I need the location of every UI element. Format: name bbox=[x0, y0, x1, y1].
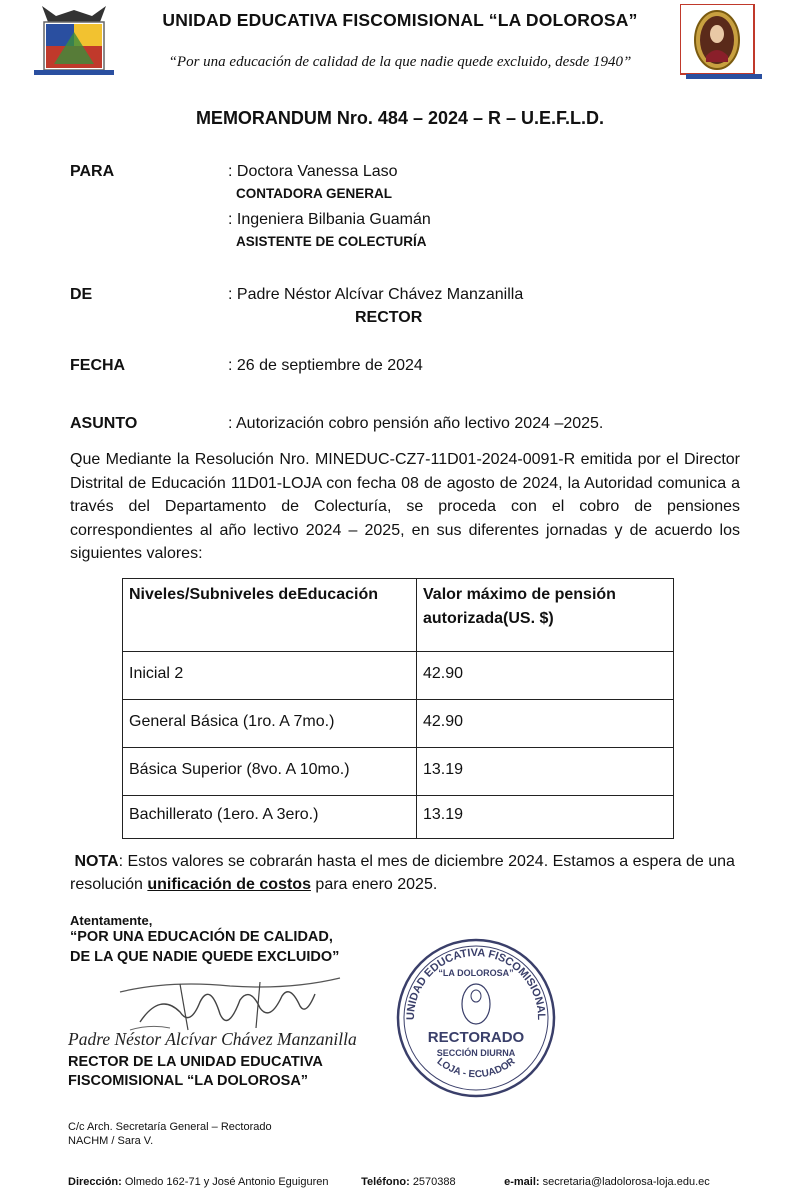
closing-motto bbox=[70, 927, 339, 967]
svg-text:UNIDAD EDUCATIVA FISCOMISIONAL: UNIDAD EDUCATIVA FISCOMISIONAL bbox=[404, 946, 548, 1021]
signer-name: Padre Néstor Alcívar Chávez Manzanilla bbox=[68, 1029, 357, 1049]
svg-text:SECCIÓN DIURNA: SECCIÓN DIURNA bbox=[436, 1048, 516, 1058]
nota-text-after: para enero 2025. bbox=[310, 876, 438, 893]
table-cell-value: 42.90 bbox=[417, 700, 674, 748]
handwritten-signature bbox=[110, 972, 360, 1034]
footer-address: Olmedo 162-71 y José Antonio Eguiguren bbox=[124, 1176, 329, 1188]
table-cell-level: Bachillerato (1ero. A 3ero.) bbox=[123, 796, 417, 839]
table-cell-value: 13.19 bbox=[417, 796, 674, 839]
de-role: RECTOR bbox=[355, 309, 423, 326]
table-cell-level: General Básica (1ro. A 7mo.) bbox=[123, 700, 417, 748]
table-row bbox=[123, 796, 674, 839]
table-cell-level: Básica Superior (8vo. A 10mo.) bbox=[123, 748, 417, 796]
table-cell-value: 42.90 bbox=[417, 652, 674, 700]
table-cell-level: Inicial 2 bbox=[123, 652, 417, 700]
footer-email: secretaria@ladolorosa-loja.edu.ec bbox=[542, 1176, 710, 1188]
school-crest-logo bbox=[34, 4, 114, 76]
footer-address-label: Dirección: bbox=[68, 1176, 122, 1188]
signer-role bbox=[68, 1053, 323, 1091]
table-header-row bbox=[123, 579, 674, 652]
closing-salutation: Atentamente, bbox=[70, 913, 153, 928]
table-header-value: Valor máximo de pensión autorizada(US. $) bbox=[417, 579, 674, 652]
rectorado-seal-stamp bbox=[392, 930, 560, 1100]
table-header-level: Niveles/Subniveles deEducación bbox=[123, 579, 417, 652]
closing-motto-line-2: DE LA QUE NADIE QUEDE EXCLUIDO” bbox=[70, 949, 340, 965]
school-name: UNIDAD EDUCATIVA FISCOMISIONAL “LA DOLOROSA” bbox=[162, 10, 638, 30]
de-label: DE bbox=[70, 286, 93, 303]
svg-text:LOJA - ECUADOR: LOJA - ECUADOR bbox=[434, 1056, 518, 1081]
asunto-value: : Autorización cobro pensión año lectivo 2024 –2025. bbox=[228, 415, 604, 432]
virgin-dolorosa-emblem bbox=[680, 4, 762, 80]
table-row bbox=[123, 652, 674, 700]
signer-role-line-1: RECTOR DE LA UNIDAD EDUCATIVA bbox=[68, 1054, 323, 1070]
table-cell-value: 13.19 bbox=[417, 748, 674, 796]
footer-phone: 2570388 bbox=[412, 1176, 456, 1188]
footer-phone-label: Teléfono: bbox=[361, 1176, 410, 1188]
nota-emphasis: unificación de costos bbox=[147, 876, 311, 893]
para-recipient-1-name: : Doctora Vanessa Laso bbox=[228, 163, 398, 180]
fecha-value: : 26 de septiembre de 2024 bbox=[228, 357, 423, 374]
school-motto: “Por una educación de calidad de la que nadie quede excluido, desde 1940” bbox=[168, 54, 632, 70]
para-recipient-2-name: : Ingeniera Bilbania Guamán bbox=[228, 211, 431, 228]
para-label: PARA bbox=[70, 163, 115, 180]
pension-values-table bbox=[122, 578, 674, 839]
table-row bbox=[123, 700, 674, 748]
cc-line-2: NACHM / Sara V. bbox=[68, 1135, 154, 1147]
asunto-label: ASUNTO bbox=[70, 415, 138, 432]
table-row bbox=[123, 748, 674, 796]
de-name: : Padre Néstor Alcívar Chávez Manzanilla bbox=[228, 286, 524, 303]
para-recipient-1-role: CONTADORA GENERAL bbox=[236, 186, 392, 201]
para-recipient-2-role: ASISTENTE DE COLECTURÍA bbox=[236, 234, 427, 249]
signer-role-line-2: FISCOMISIONAL “LA DOLOROSA” bbox=[68, 1073, 309, 1089]
footer-email-label: e-mail: bbox=[504, 1176, 540, 1188]
nota-label: NOTA bbox=[74, 853, 119, 870]
memo-body-paragraph: Que Mediante la Resolución Nro. MINEDUC-CZ7-11D01-2024-0091-R emitida por el Director Distrital de Educación 11D01-LOJA con fecha 08 de agosto de 2024, la Autoridad comunica a través del Departamento de Colecturía, se proceda con el cobro de pensiones correspondientes al año lectivo 2024 – 2025, en sus diferentes jornadas y de acuerdo los siguientes valores: bbox=[70, 451, 740, 563]
nota-text-before: : Estos valores se cobrarán hasta el mes de diciembre 2024. Estamos a espera de una resolución bbox=[70, 853, 735, 893]
svg-text:RECTORADO: RECTORADO bbox=[427, 1029, 525, 1046]
fecha-label: FECHA bbox=[70, 357, 126, 374]
cc-line-1: C/c Arch. Secretaría General – Rectorado bbox=[68, 1121, 272, 1133]
svg-text:“LA DOLOROSA”: “LA DOLOROSA” bbox=[438, 968, 514, 978]
nota-paragraph bbox=[70, 850, 742, 896]
memo-title: MEMORANDUM Nro. 484 – 2024 – R – U.E.F.L.D. bbox=[195, 108, 605, 128]
page-footer bbox=[68, 1176, 748, 1188]
carbon-copy bbox=[68, 1120, 272, 1148]
closing-motto-line-1: “POR UNA EDUCACIÓN DE CALIDAD, bbox=[70, 929, 333, 945]
